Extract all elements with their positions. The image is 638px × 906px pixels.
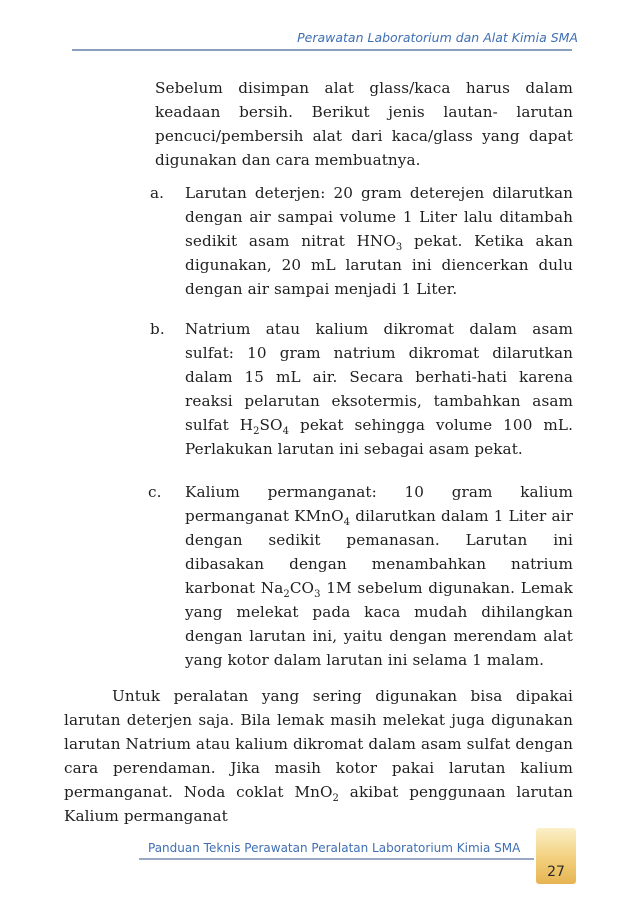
page-number: 27 bbox=[547, 864, 565, 880]
list-marker: c. bbox=[148, 483, 162, 501]
header-divider bbox=[72, 49, 572, 51]
footer-title: Panduan Teknis Perawatan Peralatan Laboratorium Kimia SMA bbox=[148, 841, 521, 855]
list-item-b bbox=[150, 317, 573, 461]
footer-divider bbox=[139, 858, 534, 860]
list-marker: a. bbox=[150, 184, 165, 202]
closing-paragraph: Untuk peralatan yang sering digunakan bisa dipakai larutan deterjen saja. Bila lemak masih melekat juga digunakan larutan Natrium atau kalium dikromat dalam asam sulfat dengan cara perendaman. Jika masih kotor pakai larutan kalium permanganat. Noda coklat MnO$_2$ akibat penggunaan larutan Kalium permanganat bbox=[64, 687, 573, 825]
running-header: Perawatan Laboratorium dan Alat Kimia SMA bbox=[297, 30, 578, 45]
list-item-text: Kalium permanganat: 10 gram kalium permanganat KMnO$_4$ dilarutkan dalam 1 Liter air dengan sedikit pemanasan. Larutan ini dibasakan dengan menambahkan natrium karbonat $Na_2CO_3$ 1M sebelum digunakan. Lemak yang melekat pada kaca mudah dihilangkan dengan larutan ini, yaitu dengan merendam alat yang kotor dalam larutan ini selama 1 malam. bbox=[185, 483, 573, 669]
list-item-text: Natrium atau kalium dikromat dalam asam sulfat: 10 gram natrium dikromat dilarutkan dalam 15 mL air. Secara berhati-hati karena reaksi pelarutan eksotermis, tambahkan asam sulfat $H_2SO_4$ pekat sehingga volume 100 mL. Perlakukan larutan ini sebagai asam pekat. bbox=[185, 320, 573, 458]
list-item-text: Larutan deterjen: 20 gram deterejen dilarutkan dengan air sampai volume 1 Liter lalu ditambah sedikit asam nitrat $HNO_3$ pekat. Ketika akan digunakan, 20 mL larutan ini diencerkan dulu dengan air sampai menjadi 1 Liter. bbox=[185, 184, 573, 298]
list-item-a bbox=[150, 181, 573, 301]
intro-paragraph: Sebelum disimpan alat glass/kaca harus dalam keadaan bersih. Berikut jenis lautan- larutan pencuci/pembersih alat dari kaca/glass yang dapat digunakan dan cara membuatnya. bbox=[155, 79, 573, 169]
list-marker: b. bbox=[150, 320, 165, 338]
list-item-c bbox=[150, 480, 573, 672]
